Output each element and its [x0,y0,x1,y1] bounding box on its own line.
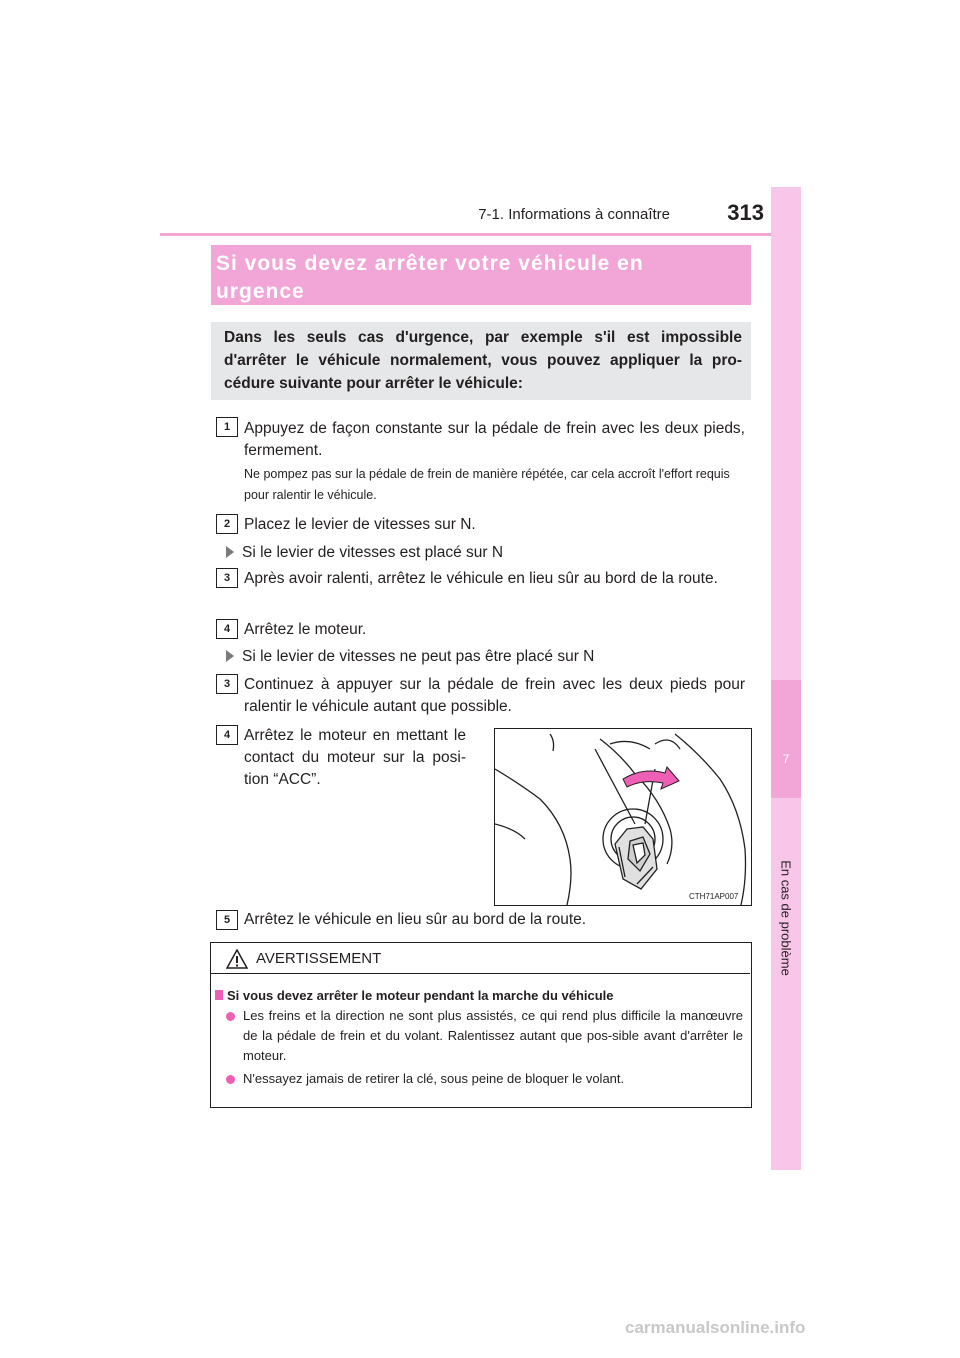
condition-subheading [226,646,594,668]
ignition-key-illustration [494,728,752,906]
header-rule [160,233,800,236]
step-number-badge: 3 [216,674,238,694]
step-number-badge: 1 [216,417,238,437]
step-number-badge: 4 [216,619,238,639]
condition-text: Si le levier de vitesses est placé sur N [242,544,504,561]
warning-item: N'essayez jamais de retirer la clé, sous peine de bloquer le volant. [243,1071,625,1086]
step-text: Arrêtez le moteur. [244,621,367,638]
step-text: Arrêtez le véhicule en lieu sûr au bord de la route. [244,911,587,928]
step-text: Placez le levier de vitesses sur N. [244,516,476,533]
triangle-bullet-icon [226,546,234,558]
step-text: Après avoir ralenti, arrêtez le véhicule en lieu sûr au bord de la route. [244,570,718,587]
chapter-title-text: En cas de problème [778,860,794,976]
chapter-block [771,680,801,798]
step-number-badge: 5 [216,910,238,930]
page-title [216,250,736,306]
square-bullet-icon [215,990,223,1000]
page-title-line-2: urgence [216,280,305,303]
chapter-number: 7 [782,752,790,766]
illustration-code: CTH71AP007 [689,892,739,901]
page-number: 313 [727,200,764,225]
intro-text: Dans les seuls cas d'urgence, par exemple s'il est impossible d'arrêter le véhicule normalement, vous pouvez appliquer la pro-cédure suivante pour arrêter le véhicule: [224,329,742,392]
warning-triangle-icon [226,949,248,969]
bullet-dot-icon [226,1075,235,1084]
warning-heading [215,988,614,1003]
step-number-badge: 2 [216,514,238,534]
page-title-line-1: Si vous devez arrêter votre véhicule en [216,252,644,275]
bullet-dot-icon [226,1012,235,1021]
step-text: Continuez à appuyer sur la pédale de frein avec les deux pieds pour ralentir le véhicule autant que possible. [244,676,745,715]
watermark: carmanualsonline.info [625,1318,806,1337]
condition-text: Si le levier de vitesses ne peut pas être placé sur N [242,648,595,665]
warning-title: AVERTISSEMENT [256,950,382,967]
chapter-side-tab [771,187,801,1170]
condition-subheading [226,542,503,564]
step-number-badge: 4 [216,725,238,745]
step-text: Arrêtez le moteur en mettant le contact du moteur sur la posi-tion “ACC”. [244,727,466,788]
chapter-title [771,838,801,998]
warning-item: Les freins et la direction ne sont plus assistés, ce qui rend plus difficile la manœuvre de la pédale de frein et du volant. Ralentissez autant que pos-sible avant d'arrêter le moteur. [243,1008,743,1063]
section-reference: 7-1. Informations à connaître [478,206,670,223]
ignition-key-drawing [495,729,751,905]
warning-heading-text: Si vous devez arrêter le moteur pendant la marche du véhicule [227,988,614,1003]
step-note: Ne pompez pas sur la pédale de frein de manière répétée, car cela accroît l'effort requis pour ralentir le véhicule. [244,467,730,502]
step-text: Appuyez de façon constante sur la pédale de frein avec les deux pieds, fermement. [244,420,745,459]
triangle-bullet-icon [226,650,234,662]
step-number-badge: 3 [216,568,238,588]
